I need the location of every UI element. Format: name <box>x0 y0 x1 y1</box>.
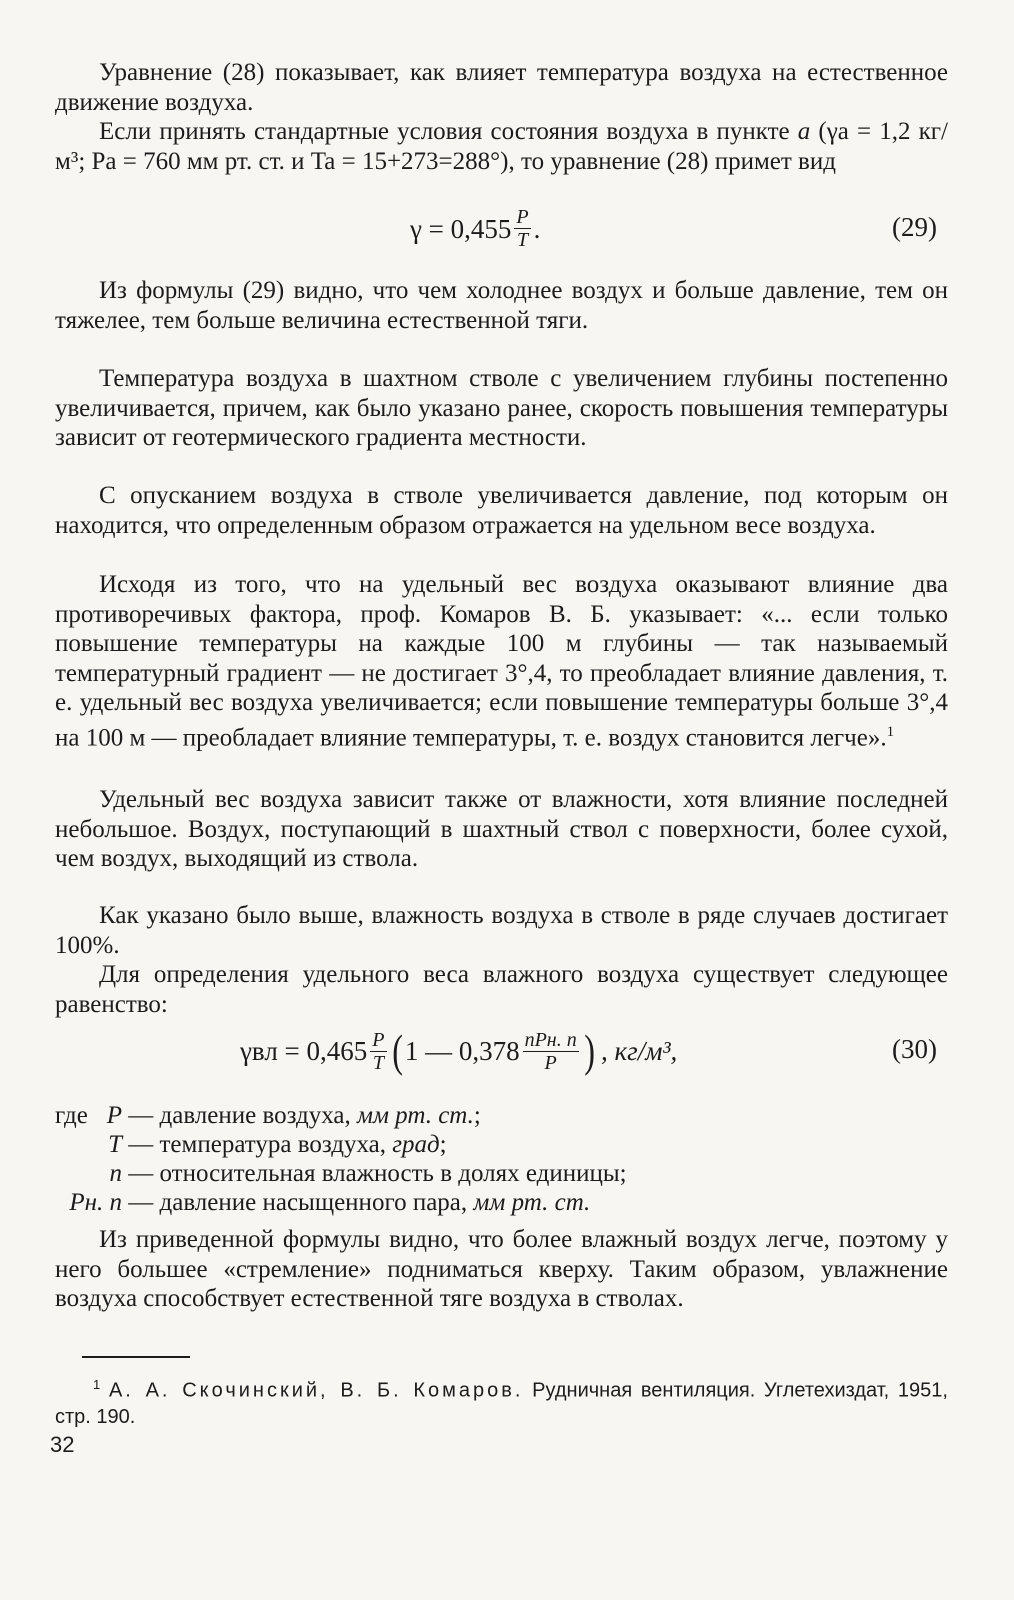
paragraph-3: Из формулы (29) видно, что чем холоднее воздух и больше давление, тем он тяжелее, тем больше величина естественной тяги. <box>55 277 948 334</box>
footnote-number: 1 <box>93 1377 101 1392</box>
page-number: 32 <box>50 1432 75 1457</box>
definition-row <box>55 1130 447 1159</box>
paragraph-4: Температура воздуха в шахтном стволе с увеличением глубины постепенно увеличивается, причем, как было указано ранее, скорость повышения температуры зависит от геотермического градиента местности. <box>55 365 948 451</box>
paragraph-5: С опусканием воздуха в стволе увеличивается давление, под которым он находится, что определенным образом отражается на удельном весе воздуха. <box>55 482 948 539</box>
eq30-middle: 1 — 0,378 <box>404 1036 520 1066</box>
paragraph-6 <box>55 570 948 752</box>
eq30-units: , кг/м³, <box>601 1036 678 1066</box>
eq30-denominator-2: P <box>544 1051 557 1074</box>
footnote-divider <box>82 1356 190 1358</box>
definition-text: — давление насыщенного пара, <box>122 1189 474 1216</box>
definition-lead: где <box>55 1102 88 1129</box>
footnote-marker: 1 <box>886 723 895 740</box>
paragraph-1: Уравнение (28) показывает, как влияет температура воздуха на естественное движение воздуха. <box>55 59 948 116</box>
definition-row <box>55 1101 481 1130</box>
definition-unit: мм рт. ст. <box>473 1189 591 1216</box>
definition-end: ; <box>439 1131 447 1158</box>
definition-symbol: T <box>108 1131 122 1158</box>
paragraph-7: Удельный вес воздуха зависит также от влажности, хотя влияние последней небольшое. Воздух, поступающий в шахтный ствол с поверхности, более сухой, чем воздух, выходящий из ствола. <box>55 786 948 872</box>
paragraph-10: Из приведенной формулы видно, что более влажный воздух легче, поэтому у него большее «стремление» подниматься кверху. Таким образом, увлажнение воздуха способствует естественной тяге воздуха в стволах. <box>55 1226 948 1312</box>
paragraph-8: Как указано было выше, влажность воздуха в стволе в ряде случаев достигает 100%. <box>55 902 948 959</box>
definition-text: — давление воздуха, <box>122 1102 358 1129</box>
paragraph-2 <box>55 117 948 176</box>
eq30-lhs: γвл = 0,465 <box>240 1036 368 1066</box>
eq30-close-paren: ) <box>584 1025 595 1076</box>
paragraph-6-text: Исходя из того, что на удельный вес воздуха оказывают влияние два противоречивых фактора, проф. Комаров В. Б. указывает: «... если только повышение температуры на каждые 100 м глубины — так называемый температурный градиент — не достигает 3°,4, то преобладает влияние давления, т. е. удельный вес воздуха увеличивается; если повышение температуры больше 3°,4 на 100 м — преобладает влияние температуры, т. е. воздух становится легче». <box>55 571 948 751</box>
equation-30 <box>240 1025 678 1076</box>
definition-text: — относительная влажность в долях единицы; <box>122 1160 627 1187</box>
eq30-open-paren: ( <box>391 1025 403 1076</box>
definition-end: ; <box>473 1102 481 1129</box>
eq30-fraction-1 <box>370 1029 386 1074</box>
equation-29-number: (29) <box>892 212 937 242</box>
eq29-tail: . <box>533 213 541 244</box>
footnote <box>55 1372 948 1430</box>
eq30-fraction-2 <box>523 1029 579 1074</box>
definition-text: — температура воздуха, <box>122 1131 393 1158</box>
equation-29 <box>410 206 540 251</box>
eq30-numerator-2: nPн. п <box>524 1028 577 1051</box>
definition-unit: град <box>392 1131 440 1158</box>
definition-unit: мм рт. ст. <box>357 1102 474 1129</box>
eq29-fraction <box>514 206 530 251</box>
paragraph-2-text-a: Если принять стандартные условия состояния воздуха в пункте <box>99 118 798 145</box>
definition-row <box>55 1159 627 1188</box>
eq29-lhs: γ = 0,455 <box>410 213 512 244</box>
definition-row <box>55 1188 590 1217</box>
paragraph-2-var: a <box>797 118 811 145</box>
eq30-denominator-1: T <box>372 1051 384 1074</box>
footnote-source: Рудничная вентиляция. Углетехиздат, 1951, стр. 190. <box>55 1379 948 1428</box>
definition-symbol: Pн. п <box>69 1189 122 1216</box>
eq29-numerator: P <box>516 206 529 228</box>
paragraph-2-text-b: (γa = 1,2 кг/м³; Pa = 760 мм рт. ст. и Ta = 15+273=288°), то уравнение (28) примет вид <box>55 118 948 175</box>
eq29-denominator: T <box>516 229 529 251</box>
equation-30-number: (30) <box>892 1034 937 1064</box>
footnote-authors: А. А. Скочинский, В. Б. Комаров. <box>108 1379 524 1402</box>
paragraph-9: Для определения удельного веса влажного воздуха существует следующее равенство: <box>55 961 948 1018</box>
definition-symbol: P <box>106 1102 122 1129</box>
definition-symbol: n <box>109 1160 122 1187</box>
eq30-numerator-1: P <box>372 1028 385 1051</box>
